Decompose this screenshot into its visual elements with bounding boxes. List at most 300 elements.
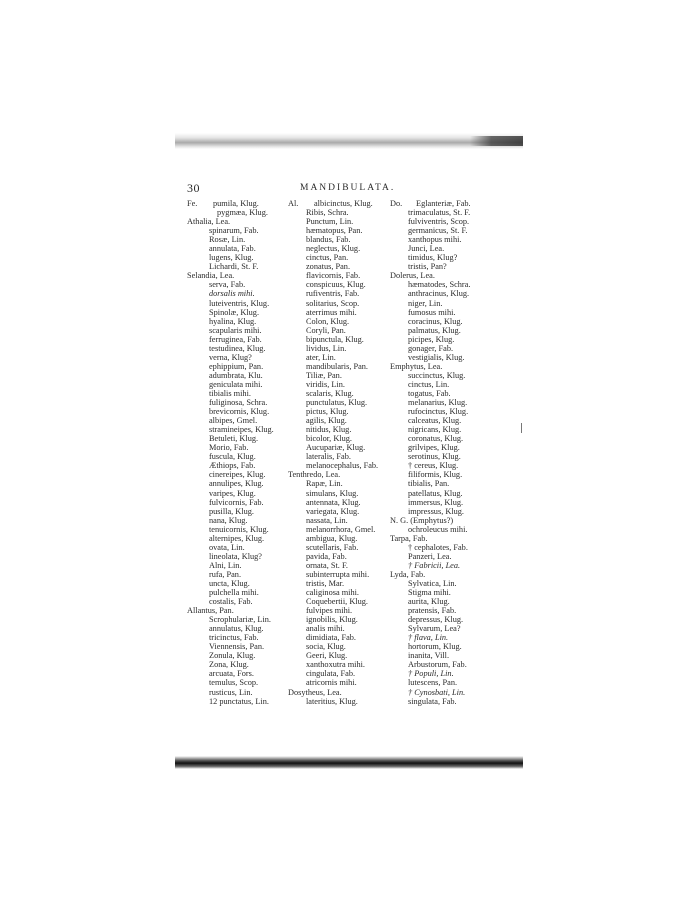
index-entry — [288, 697, 392, 706]
genus-heading: Tenthredo, Lea. — [288, 470, 341, 480]
index-entry — [288, 407, 392, 416]
species-name: picipes, Klug. — [408, 334, 455, 344]
index-entry — [288, 642, 392, 651]
index-entry — [187, 597, 287, 606]
index-entry — [288, 208, 392, 217]
page-edge-top-shadow — [470, 136, 523, 146]
index-entry — [288, 443, 392, 452]
index-entry — [288, 570, 392, 579]
index-entry — [288, 543, 392, 552]
species-name: Aucupariæ, Klug. — [306, 443, 366, 453]
index-entry — [288, 461, 392, 470]
species-name: tristis, Pan? — [408, 262, 447, 272]
species-name: † Cynosbati, Lin. — [408, 687, 466, 697]
genus-heading: Dolerus, Lea. — [390, 271, 435, 281]
species-name: melanocephalus, Fab. — [306, 461, 379, 471]
index-entry — [288, 669, 392, 678]
index-entry — [187, 489, 287, 498]
species-name: depressus, Klug. — [408, 615, 464, 625]
species-name: ovata, Lin. — [209, 542, 245, 552]
index-entry — [187, 389, 287, 398]
index-entry — [390, 416, 520, 425]
species-name: Zona, Klug. — [209, 660, 249, 670]
index-entry — [390, 615, 520, 624]
index-entry — [187, 606, 287, 615]
species-name: ochroleucus mihi. — [408, 524, 468, 534]
species-name: † cephalotes, Fab. — [408, 542, 468, 552]
species-name: Colon, Klug. — [306, 316, 350, 326]
species-name: Panzeri, Lea. — [408, 551, 452, 561]
index-entry — [390, 507, 520, 516]
index-entry — [390, 425, 520, 434]
index-entry — [288, 651, 392, 660]
species-name: vestigialis, Klug. — [408, 352, 465, 362]
species-name: aurita, Klug. — [408, 597, 450, 607]
species-name: tricinctus, Fab. — [209, 633, 259, 643]
species-name: tibialis, Pan. — [408, 479, 450, 489]
species-name: zonatus, Pan. — [306, 262, 351, 272]
species-name: fulviventris, Scop. — [408, 217, 470, 227]
species-name: Morio, Fab. — [209, 443, 249, 453]
genus-abbrev: Do. — [390, 199, 403, 208]
species-name: timidus, Klug? — [408, 253, 458, 263]
species-name: serva, Fab. — [209, 280, 246, 290]
index-entry — [288, 615, 392, 624]
index-entry — [390, 570, 520, 579]
index-entry — [288, 271, 392, 280]
species-name: ephippium, Pan. — [209, 361, 264, 371]
species-name: rufocinctus, Klug. — [408, 407, 469, 417]
index-entry — [390, 253, 520, 262]
index-entry — [187, 470, 287, 479]
species-name: Stigma mihi. — [408, 588, 451, 598]
species-name: Sylvatica, Lin. — [408, 578, 457, 588]
species-name: tibialis mihi. — [209, 388, 251, 398]
index-entry — [187, 289, 287, 298]
page-edge-bottom — [175, 756, 523, 769]
index-entry — [390, 660, 520, 669]
species-name: Spinolæ, Klug. — [209, 307, 260, 317]
index-entry — [390, 452, 520, 461]
species-name: dorsalis mihi. — [209, 289, 255, 299]
species-name: filiformis, Klug. — [408, 470, 463, 480]
species-name: varipes, Klug. — [209, 488, 256, 498]
species-name: Punctum, Lin. — [306, 217, 354, 227]
species-name: xanthoxutra mihi. — [306, 660, 365, 670]
species-name: annulata, Fab. — [209, 244, 256, 254]
index-entry — [187, 678, 287, 687]
index-entry — [187, 425, 287, 434]
index-entry — [288, 489, 392, 498]
index-entry — [187, 407, 287, 416]
species-name: cinctus, Lin. — [408, 379, 450, 389]
index-entry — [390, 389, 520, 398]
index-entry — [390, 479, 520, 488]
species-name: calceatus, Klug. — [408, 416, 462, 426]
species-name: lividus, Lin. — [306, 343, 347, 353]
index-entry — [390, 543, 520, 552]
index-entry — [187, 516, 287, 525]
index-entry — [187, 398, 287, 407]
species-name: dimidiata, Fab. — [306, 633, 357, 643]
index-entry — [187, 317, 287, 326]
index-entry — [288, 317, 392, 326]
index-entry — [390, 678, 520, 687]
species-name: lineolata, Klug? — [209, 551, 262, 561]
species-name: punctulatus, Klug. — [306, 398, 368, 408]
index-entry — [288, 534, 392, 543]
species-name: pratensis, Fab. — [408, 606, 457, 616]
index-entry — [288, 516, 392, 525]
species-name: Coquebertii, Klug. — [306, 597, 368, 607]
index-entry — [390, 208, 520, 217]
index-entry — [390, 235, 520, 244]
index-entry — [288, 253, 392, 262]
index-entry — [288, 199, 392, 208]
index-entry — [390, 624, 520, 633]
species-name: impressus, Klug. — [408, 506, 465, 516]
species-name: caliginosa mihi. — [306, 588, 359, 598]
index-entry — [390, 516, 520, 525]
species-name: socia, Klug. — [306, 642, 346, 652]
index-entry — [288, 660, 392, 669]
index-entry — [187, 697, 287, 706]
index-entry — [187, 688, 287, 697]
margin-mark — [521, 423, 522, 433]
index-entry — [288, 588, 392, 597]
species-name: fulvipes mihi. — [306, 606, 353, 616]
index-entry — [187, 299, 287, 308]
species-name: niger, Lin. — [408, 298, 443, 308]
species-name: albipes, Gmel. — [209, 416, 258, 426]
index-entry — [187, 660, 287, 669]
index-entry — [187, 235, 287, 244]
index-entry — [187, 280, 287, 289]
index-entry — [288, 416, 392, 425]
species-name: † Fabricii, Lea. — [408, 560, 461, 570]
species-name: melanarius, Klug. — [408, 398, 468, 408]
index-entry — [390, 217, 520, 226]
species-name: Sylvarum, Lea? — [408, 624, 461, 634]
index-entry — [288, 371, 392, 380]
species-name: Eglanteriæ, Fab. — [416, 199, 471, 208]
index-entry — [187, 308, 287, 317]
species-name: nana, Klug. — [209, 515, 248, 525]
running-head: MANDIBULATA. — [300, 183, 396, 193]
index-entry — [390, 443, 520, 452]
species-name: singulata, Fab. — [408, 696, 457, 706]
index-entry — [187, 642, 287, 651]
index-entry — [288, 525, 392, 534]
index-entry — [390, 280, 520, 289]
index-entry — [390, 489, 520, 498]
species-name: grilvipes, Klug. — [408, 443, 460, 453]
index-entry — [187, 534, 287, 543]
index-entry — [390, 534, 520, 543]
species-name: immersus, Klug. — [408, 497, 464, 507]
index-entry — [288, 217, 392, 226]
species-name: Betuleti, Klug. — [209, 434, 259, 444]
species-name: geniculata mihi. — [209, 379, 263, 389]
genus-heading: Athalia, Lea. — [187, 217, 231, 227]
species-name: annulipes, Klug. — [209, 479, 264, 489]
index-entry — [187, 615, 287, 624]
index-entry — [390, 380, 520, 389]
species-name: nassata, Lin. — [306, 515, 348, 525]
index-entry — [390, 344, 520, 353]
species-name: anthracinus, Klug. — [408, 289, 470, 299]
index-entry — [288, 688, 392, 697]
index-entry — [187, 344, 287, 353]
index-entry — [187, 525, 287, 534]
species-name: aterrimus mihi. — [306, 307, 357, 317]
genus-heading: Emphytus, Lea. — [390, 361, 443, 371]
index-entry — [288, 678, 392, 687]
index-entry — [288, 262, 392, 271]
species-name: neglectus, Klug. — [306, 244, 361, 254]
species-name: nitidus, Klug. — [306, 425, 352, 435]
index-entry — [187, 253, 287, 262]
species-name: hæmatopus, Pan. — [306, 226, 363, 236]
species-name: palmatus, Klug. — [408, 325, 461, 335]
index-entry — [288, 235, 392, 244]
index-entry — [288, 552, 392, 561]
species-name: xanthopus mihi. — [408, 235, 462, 245]
index-entry — [187, 588, 287, 597]
species-name: Æthiops, Fab. — [209, 461, 256, 471]
species-name: analis mihi. — [306, 624, 345, 634]
index-entry — [390, 525, 520, 534]
species-name: fumosus mihi. — [408, 307, 456, 317]
index-entry — [187, 579, 287, 588]
index-entry — [390, 371, 520, 380]
species-name: Junci, Lea. — [408, 244, 445, 254]
species-name: Zonula, Klug. — [209, 651, 256, 661]
column-2 — [288, 199, 392, 706]
species-name: pygmæa, Klug. — [217, 208, 268, 218]
index-entry — [288, 308, 392, 317]
index-entry — [390, 651, 520, 660]
index-entry — [187, 262, 287, 271]
species-name: hortorum, Klug. — [408, 642, 462, 652]
index-entry — [390, 461, 520, 470]
index-entry — [187, 326, 287, 335]
species-name: lutescens, Pan. — [408, 678, 458, 688]
species-name: fuscula, Klug. — [209, 452, 256, 462]
species-name: 12 punctatus, Lin. — [209, 696, 269, 706]
species-name: Coryli, Pan. — [306, 325, 346, 335]
index-entry — [390, 289, 520, 298]
index-entry — [288, 434, 392, 443]
index-entry — [288, 470, 392, 479]
index-entry — [288, 479, 392, 488]
index-entry — [187, 416, 287, 425]
species-name: trimaculatus, St. F. — [408, 208, 471, 218]
index-entry — [187, 434, 287, 443]
species-name: bicolor, Klug. — [306, 434, 352, 444]
species-name: arcuata, Fors. — [209, 669, 254, 679]
index-entry — [390, 262, 520, 271]
index-entry — [390, 588, 520, 597]
species-name: pulchella mihi. — [209, 588, 259, 598]
species-name: uncta, Klug. — [209, 578, 250, 588]
species-name: † flava, Lin. — [408, 633, 449, 643]
genus-heading: N. G. (Emphytus?) — [390, 515, 454, 525]
genus-heading: Tarpa, Fab. — [390, 533, 428, 543]
species-name: Alni, Lin. — [209, 560, 242, 570]
species-name: blandus, Fab. — [306, 235, 351, 245]
species-name: spinarum, Fab. — [209, 226, 259, 236]
index-entry — [187, 353, 287, 362]
species-name: succinctus, Klug. — [408, 370, 466, 380]
species-name: simulans, Klug. — [306, 488, 359, 498]
species-name: flavicornis, Fab. — [306, 271, 361, 281]
index-entry — [390, 561, 520, 570]
index-entry — [390, 434, 520, 443]
page-number: 30 — [187, 181, 200, 195]
species-name: conspicuus, Klug. — [306, 280, 366, 290]
index-entry — [390, 579, 520, 588]
species-name: hæmatodes, Schra. — [408, 280, 471, 290]
index-entry — [187, 371, 287, 380]
index-entry — [187, 199, 287, 208]
species-name: subinterrupta mihi. — [306, 569, 370, 579]
index-entry — [288, 244, 392, 253]
index-entry — [390, 697, 520, 706]
index-entry — [390, 642, 520, 651]
species-name: Geeri, Klug. — [306, 651, 348, 661]
species-name: pumila, Klug. — [213, 199, 259, 208]
species-name: serotinus, Klug. — [408, 452, 461, 462]
species-name: mandibularis, Pan. — [306, 361, 368, 371]
species-name: ornata, St. F. — [306, 560, 348, 570]
species-name: togatus, Fab. — [408, 388, 451, 398]
species-name: Scrophulariæ, Lin. — [209, 615, 271, 625]
index-entry — [187, 443, 287, 452]
index-entry — [288, 344, 392, 353]
species-name: hyalina, Klug. — [209, 316, 257, 326]
species-name: Ribis, Schra. — [306, 208, 349, 218]
species-name: Rapæ, Lin. — [306, 479, 343, 489]
index-entry — [187, 461, 287, 470]
species-name: temulus, Scop. — [209, 678, 259, 688]
index-entry — [187, 479, 287, 488]
index-entry — [187, 226, 287, 235]
index-entry — [288, 353, 392, 362]
species-name: atricornis mihi. — [306, 678, 357, 688]
species-name: patellatus, Klug. — [408, 488, 463, 498]
index-entry — [390, 498, 520, 507]
index-entry — [187, 498, 287, 507]
species-name: ater, Lin. — [306, 352, 336, 362]
species-name: germanicus, St. F. — [408, 226, 468, 236]
species-name: Tiliæ, Pan. — [306, 370, 342, 380]
index-entry — [288, 561, 392, 570]
species-name: Arbustorum, Fab. — [408, 660, 467, 670]
column-3 — [390, 199, 520, 706]
species-name: ambigua, Klug. — [306, 533, 358, 543]
genus-abbrev: Fe. — [187, 199, 198, 208]
genus-heading: Lyda, Fab. — [390, 569, 426, 579]
index-entry — [390, 317, 520, 326]
index-entry — [390, 669, 520, 678]
index-entry — [187, 452, 287, 461]
species-name: viridis, Lin. — [306, 379, 345, 389]
index-entry — [288, 362, 392, 371]
index-entry — [288, 289, 392, 298]
species-name: ferruginea, Fab. — [209, 334, 262, 344]
species-name: lateritius, Klug. — [306, 696, 358, 706]
index-entry — [187, 651, 287, 660]
species-name: fuliginosa, Schra. — [209, 398, 268, 408]
index-entry — [187, 543, 287, 552]
species-name: coracinus, Klug. — [408, 316, 463, 326]
index-entry — [187, 507, 287, 516]
species-name: † Populi, Lin. — [408, 669, 454, 679]
index-entry — [390, 633, 520, 642]
species-name: lateralis, Fab. — [306, 452, 351, 462]
index-entry — [187, 624, 287, 633]
genus-heading: Dosytheus, Lea. — [288, 687, 342, 697]
index-entry — [288, 335, 392, 344]
index-entry — [390, 271, 520, 280]
index-entry — [187, 633, 287, 642]
species-name: costalis, Fab. — [209, 597, 253, 607]
species-name: scapularis mihi. — [209, 325, 262, 335]
index-entry — [390, 362, 520, 371]
index-entry — [390, 244, 520, 253]
species-name: antennata, Klug. — [306, 497, 361, 507]
species-name: Viennensis, Pan. — [209, 642, 265, 652]
index-entry — [390, 606, 520, 615]
species-name: stramineipes, Klug. — [209, 425, 274, 435]
index-entry — [390, 335, 520, 344]
species-name: tenuicornis, Klug. — [209, 524, 269, 534]
species-name: † cereus, Klug. — [408, 461, 459, 471]
species-name: albicinctus, Klug. — [314, 199, 373, 208]
index-entry — [288, 579, 392, 588]
species-name: pusilla, Klug. — [209, 506, 254, 516]
species-name: annulatus, Klug. — [209, 624, 264, 634]
species-name: inanita, Vill. — [408, 651, 450, 661]
species-name: tristis, Mar. — [306, 578, 345, 588]
species-name: rufiventris, Fab. — [306, 289, 360, 299]
index-entry — [288, 326, 392, 335]
index-entry — [390, 326, 520, 335]
species-name: gonager, Fab. — [408, 343, 454, 353]
index-entry — [288, 398, 392, 407]
index-entry — [390, 597, 520, 606]
index-entry — [288, 280, 392, 289]
index-entry — [187, 217, 287, 226]
species-name: cingulata, Fab. — [306, 669, 356, 679]
species-name: brevicornis, Klug. — [209, 407, 270, 417]
genus-heading: Selandia, Lea. — [187, 271, 235, 281]
index-entry — [187, 380, 287, 389]
index-entry — [187, 335, 287, 344]
species-name: scalaris, Klug. — [306, 388, 354, 398]
species-name: cinereipes, Klug. — [209, 470, 266, 480]
species-name: ignobilis, Klug. — [306, 615, 358, 625]
index-entry — [288, 633, 392, 642]
species-name: nigricans, Klug. — [408, 425, 462, 435]
index-entry — [187, 244, 287, 253]
species-name: Lichardi, St. F. — [209, 262, 259, 272]
species-name: lugens, Klug. — [209, 253, 254, 263]
species-name: melanorrhora, Gmel. — [306, 524, 376, 534]
species-name: rusticus, Lin. — [209, 687, 253, 697]
index-entry — [390, 226, 520, 235]
